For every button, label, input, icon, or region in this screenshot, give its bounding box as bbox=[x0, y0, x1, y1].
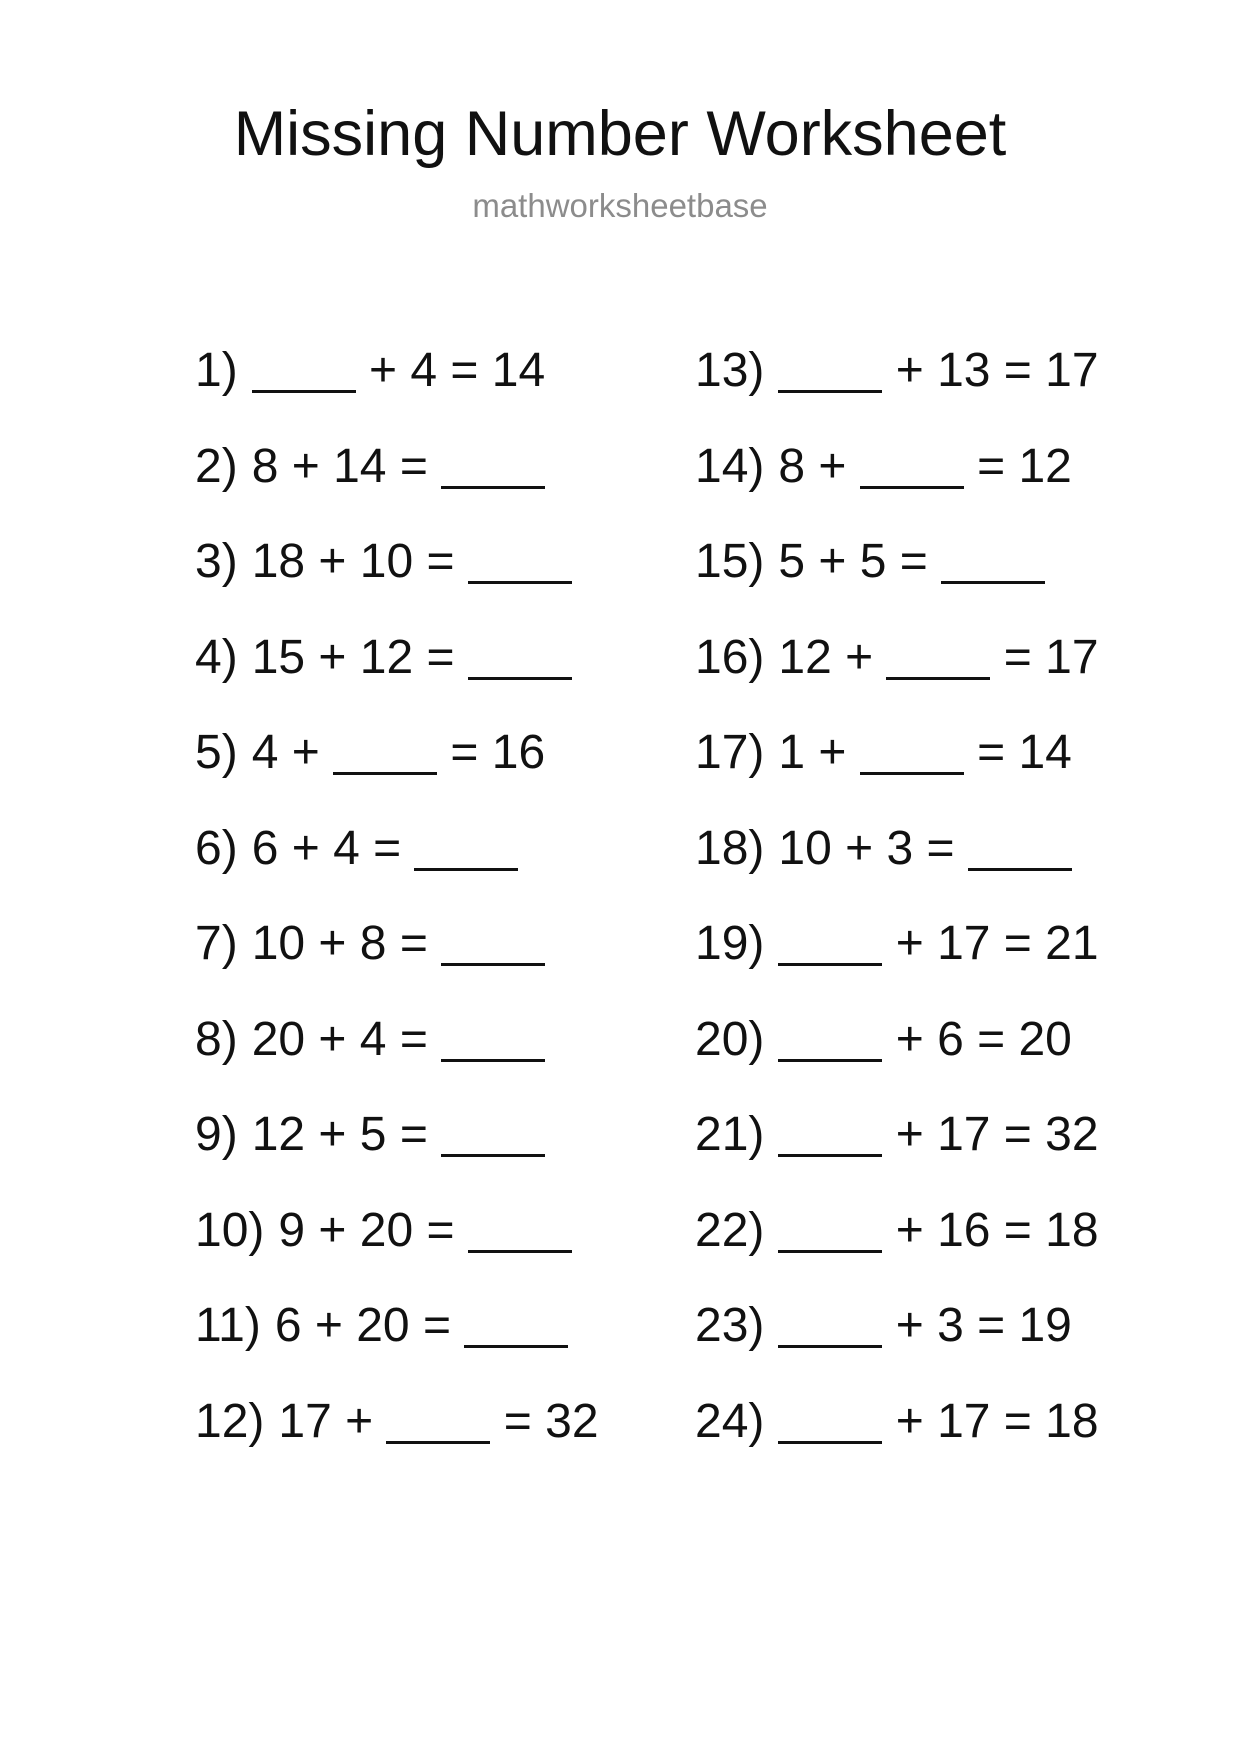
problem-row bbox=[695, 801, 1099, 897]
problem-label: 16) bbox=[695, 630, 765, 684]
problem-row bbox=[195, 1087, 599, 1183]
problem-label: 4) bbox=[195, 630, 238, 684]
problem-label: 12) bbox=[195, 1394, 265, 1448]
answer-blank bbox=[778, 1345, 882, 1348]
answer-blank bbox=[464, 1345, 568, 1348]
problem-row bbox=[695, 705, 1099, 801]
problem-row bbox=[195, 896, 599, 992]
answer-blank bbox=[968, 868, 1072, 871]
problem-equation: + 16 = 18 bbox=[778, 1204, 1098, 1257]
problem-equation: + 4 = 14 bbox=[252, 344, 546, 397]
problem-equation: 10 + 8 = bbox=[252, 917, 546, 970]
answer-blank bbox=[441, 963, 545, 966]
answer-blank bbox=[778, 963, 882, 966]
answer-blank bbox=[778, 390, 882, 393]
problem-row bbox=[695, 896, 1099, 992]
answer-blank bbox=[386, 1441, 490, 1444]
answer-blank bbox=[886, 677, 990, 680]
problem-row bbox=[695, 1183, 1099, 1279]
answer-blank bbox=[778, 1250, 882, 1253]
problem-row bbox=[195, 610, 599, 706]
problem-label: 2) bbox=[195, 439, 238, 493]
problem-label: 22) bbox=[695, 1203, 765, 1257]
problem-label: 20) bbox=[695, 1012, 765, 1066]
problem-equation: 12 + 5 = bbox=[252, 1108, 546, 1161]
answer-blank bbox=[441, 486, 545, 489]
problem-row bbox=[195, 323, 599, 419]
problem-equation: 9 + 20 = bbox=[278, 1204, 572, 1257]
problem-label: 24) bbox=[695, 1394, 765, 1448]
problem-label: 10) bbox=[195, 1203, 265, 1257]
problem-row bbox=[195, 801, 599, 897]
problem-row bbox=[695, 1278, 1099, 1374]
problem-equation: + 17 = 18 bbox=[778, 1395, 1098, 1448]
problem-label: 3) bbox=[195, 535, 238, 588]
answer-blank bbox=[778, 1441, 882, 1444]
problem-label: 18) bbox=[695, 821, 765, 875]
problem-equation: + 17 = 32 bbox=[778, 1108, 1098, 1161]
problem-row bbox=[195, 705, 599, 801]
problem-row bbox=[195, 1278, 599, 1374]
problem-label: 15) bbox=[695, 535, 765, 588]
answer-blank bbox=[252, 390, 356, 393]
problem-label: 6) bbox=[195, 821, 238, 875]
problem-label: 17) bbox=[695, 726, 765, 779]
problem-label: 1) bbox=[195, 344, 238, 397]
problem-label: 8) bbox=[195, 1012, 238, 1066]
problem-label: 13) bbox=[695, 344, 765, 397]
problem-label: 5) bbox=[195, 726, 238, 779]
problem-equation: 18 + 10 = bbox=[252, 535, 572, 588]
problem-row bbox=[695, 1087, 1099, 1183]
problem-label: 9) bbox=[195, 1108, 238, 1161]
answer-blank bbox=[441, 1059, 545, 1062]
problem-label: 23) bbox=[695, 1299, 765, 1352]
problem-equation: + 3 = 19 bbox=[778, 1299, 1072, 1352]
problem-equation: 8 + = 12 bbox=[778, 439, 1072, 493]
problem-equation: 12 + = 17 bbox=[778, 630, 1099, 684]
answer-blank bbox=[778, 1059, 882, 1062]
answer-blank bbox=[778, 1154, 882, 1157]
problem-row bbox=[195, 419, 599, 515]
problem-label: 21) bbox=[695, 1108, 765, 1161]
problem-row bbox=[195, 992, 599, 1088]
problem-row bbox=[695, 1374, 1099, 1470]
problem-label: 14) bbox=[695, 439, 765, 493]
problem-row bbox=[695, 610, 1099, 706]
answer-blank bbox=[860, 486, 964, 489]
problem-equation: + 13 = 17 bbox=[778, 344, 1098, 397]
problem-label: 11) bbox=[195, 1299, 261, 1352]
problem-equation: 10 + 3 = bbox=[778, 822, 1072, 875]
answer-blank bbox=[441, 1154, 545, 1157]
answer-blank bbox=[414, 868, 518, 871]
problem-row bbox=[695, 419, 1099, 515]
answer-blank bbox=[941, 581, 1045, 584]
problem-equation: 6 + 20 = bbox=[275, 1299, 569, 1352]
problem-equation: 15 + 12 = bbox=[252, 631, 572, 684]
answer-blank bbox=[333, 772, 437, 775]
problem-row bbox=[695, 514, 1099, 610]
problems-column-right bbox=[695, 323, 1099, 1469]
answer-blank bbox=[468, 677, 572, 680]
problem-equation: 8 + 14 = bbox=[252, 440, 546, 493]
problem-row bbox=[195, 1374, 599, 1470]
problem-label: 7) bbox=[195, 917, 238, 970]
problem-equation: 1 + = 14 bbox=[778, 726, 1072, 779]
problem-row bbox=[695, 323, 1099, 419]
problem-row bbox=[695, 992, 1099, 1088]
problem-row bbox=[195, 1183, 599, 1279]
problem-equation: 20 + 4 = bbox=[252, 1013, 546, 1066]
page-subtitle: mathworksheetbase bbox=[472, 187, 768, 224]
answer-blank bbox=[468, 581, 572, 584]
problem-label: 19) bbox=[695, 917, 765, 970]
problem-equation: + 17 = 21 bbox=[778, 917, 1098, 970]
answer-blank bbox=[860, 772, 964, 775]
answer-blank bbox=[468, 1250, 572, 1253]
page-title: Missing Number Worksheet bbox=[233, 99, 1007, 169]
problem-equation: 6 + 4 = bbox=[252, 822, 519, 875]
problem-equation: 5 + 5 = bbox=[778, 535, 1045, 588]
problems-column-left bbox=[195, 323, 599, 1469]
problem-equation: + 6 = 20 bbox=[778, 1013, 1072, 1066]
problem-equation: 4 + = 16 bbox=[251, 726, 546, 779]
problem-equation: 17 + = 32 bbox=[278, 1394, 599, 1448]
problem-row bbox=[195, 514, 599, 610]
